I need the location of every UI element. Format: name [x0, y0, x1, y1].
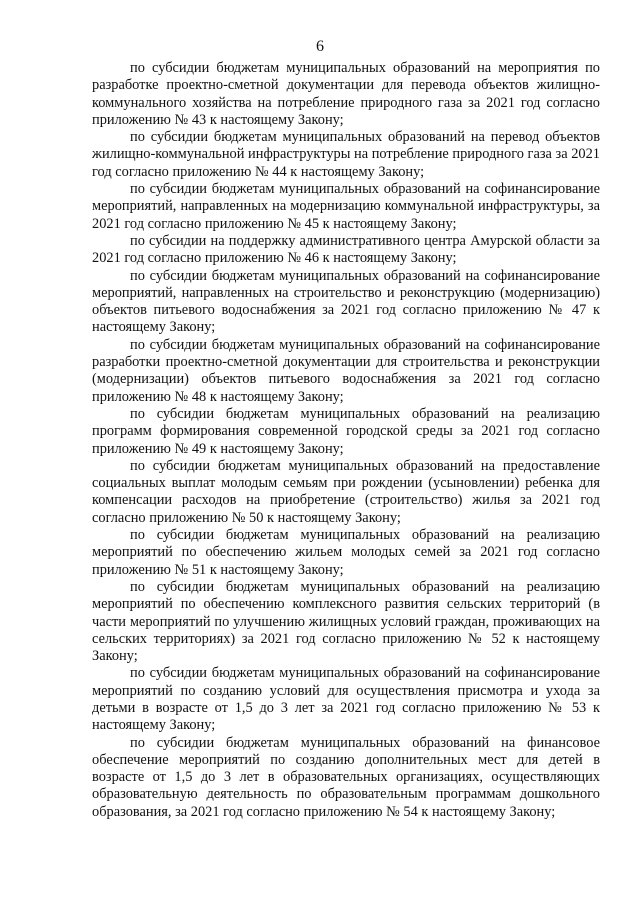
paragraph: по субсидии бюджетам муниципальных образований на перевод объектов жилищно-коммунальной инфраструктуры на потребление природного газа за 2021 год согласно приложению № 44 к настоящему Закону;: [92, 129, 600, 180]
page-number: 6: [316, 38, 324, 55]
paragraph: по субсидии бюджетам муниципальных образований на софинансирование мероприятий, направленных на строительство и реконструкцию (модернизацию) объектов питьевого водоснабжения за 2021 год согласно приложению № 47 к настоящему Закону;: [92, 267, 600, 336]
document-body: [92, 60, 600, 821]
paragraph: по субсидии на поддержку административного центра Амурской области за 2021 год согласно приложению № 46 к настоящему Закону;: [92, 232, 600, 267]
paragraph: по субсидии бюджетам муниципальных образований на предоставление социальных выплат молодым семьям при рождении (усыновлении) ребенка для компенсации расходов на приобретение (строительство) жилья за 2021 год согласно приложению № 50 к настоящему Закону;: [92, 457, 600, 526]
paragraph: по субсидии бюджетам муниципальных образований на софинансирование мероприятий по созданию условий для осуществления присмотра и ухода за детьми в возрасте от 1,5 до 3 лет за 2021 год согласно приложению № 53 к настоящему Закону;: [92, 665, 600, 734]
paragraph: по субсидии бюджетам муниципальных образований на реализацию мероприятий по обеспечению жильем молодых семей за 2021 год согласно приложению № 51 к настоящему Закону;: [92, 527, 600, 578]
paragraph: по субсидии бюджетам муниципальных образований на финансовое обеспечение мероприятий по созданию дополнительных мест для детей в возрасте от 1,5 до 3 лет в образовательных организациях, осуществляющих образовательную деятельность по образовательным программам дошкольного образования, за 2021 год согласно приложению № 54 к настоящему Закону;: [92, 734, 600, 820]
paragraph: по субсидии бюджетам муниципальных образований на софинансирование мероприятий, направленных на модернизацию коммунальной инфраструктуры, за 2021 год согласно приложению № 45 к настоящему Закону;: [92, 181, 600, 232]
paragraph: по субсидии бюджетам муниципальных образований на софинансирование разработки проектно-сметной документации для строительства и реконструкции (модернизации) объектов питьевого водоснабжения за 2021 год согласно приложению № 48 к настоящему Закону;: [92, 336, 600, 405]
paragraph: по субсидии бюджетам муниципальных образований на реализацию программ формирования современной городской среды за 2021 год согласно приложению № 49 к настоящему Закону;: [92, 405, 600, 457]
paragraph: по субсидии бюджетам муниципальных образований на реализацию мероприятий по обеспечению комплексного развития сельских территорий (в части мероприятий по улучшению жилищных условий граждан, проживающих на сельских территориях) за 2021 год согласно приложению № 52 к настоящему Закону;: [92, 578, 600, 665]
paragraph: по субсидии бюджетам муниципальных образований на мероприятия по разработке проектно-сметной документации для перевода объектов жилищно-коммунального хозяйства на потребление природного газа за 2021 год согласно приложению № 43 к настоящему Закону;: [92, 60, 600, 128]
